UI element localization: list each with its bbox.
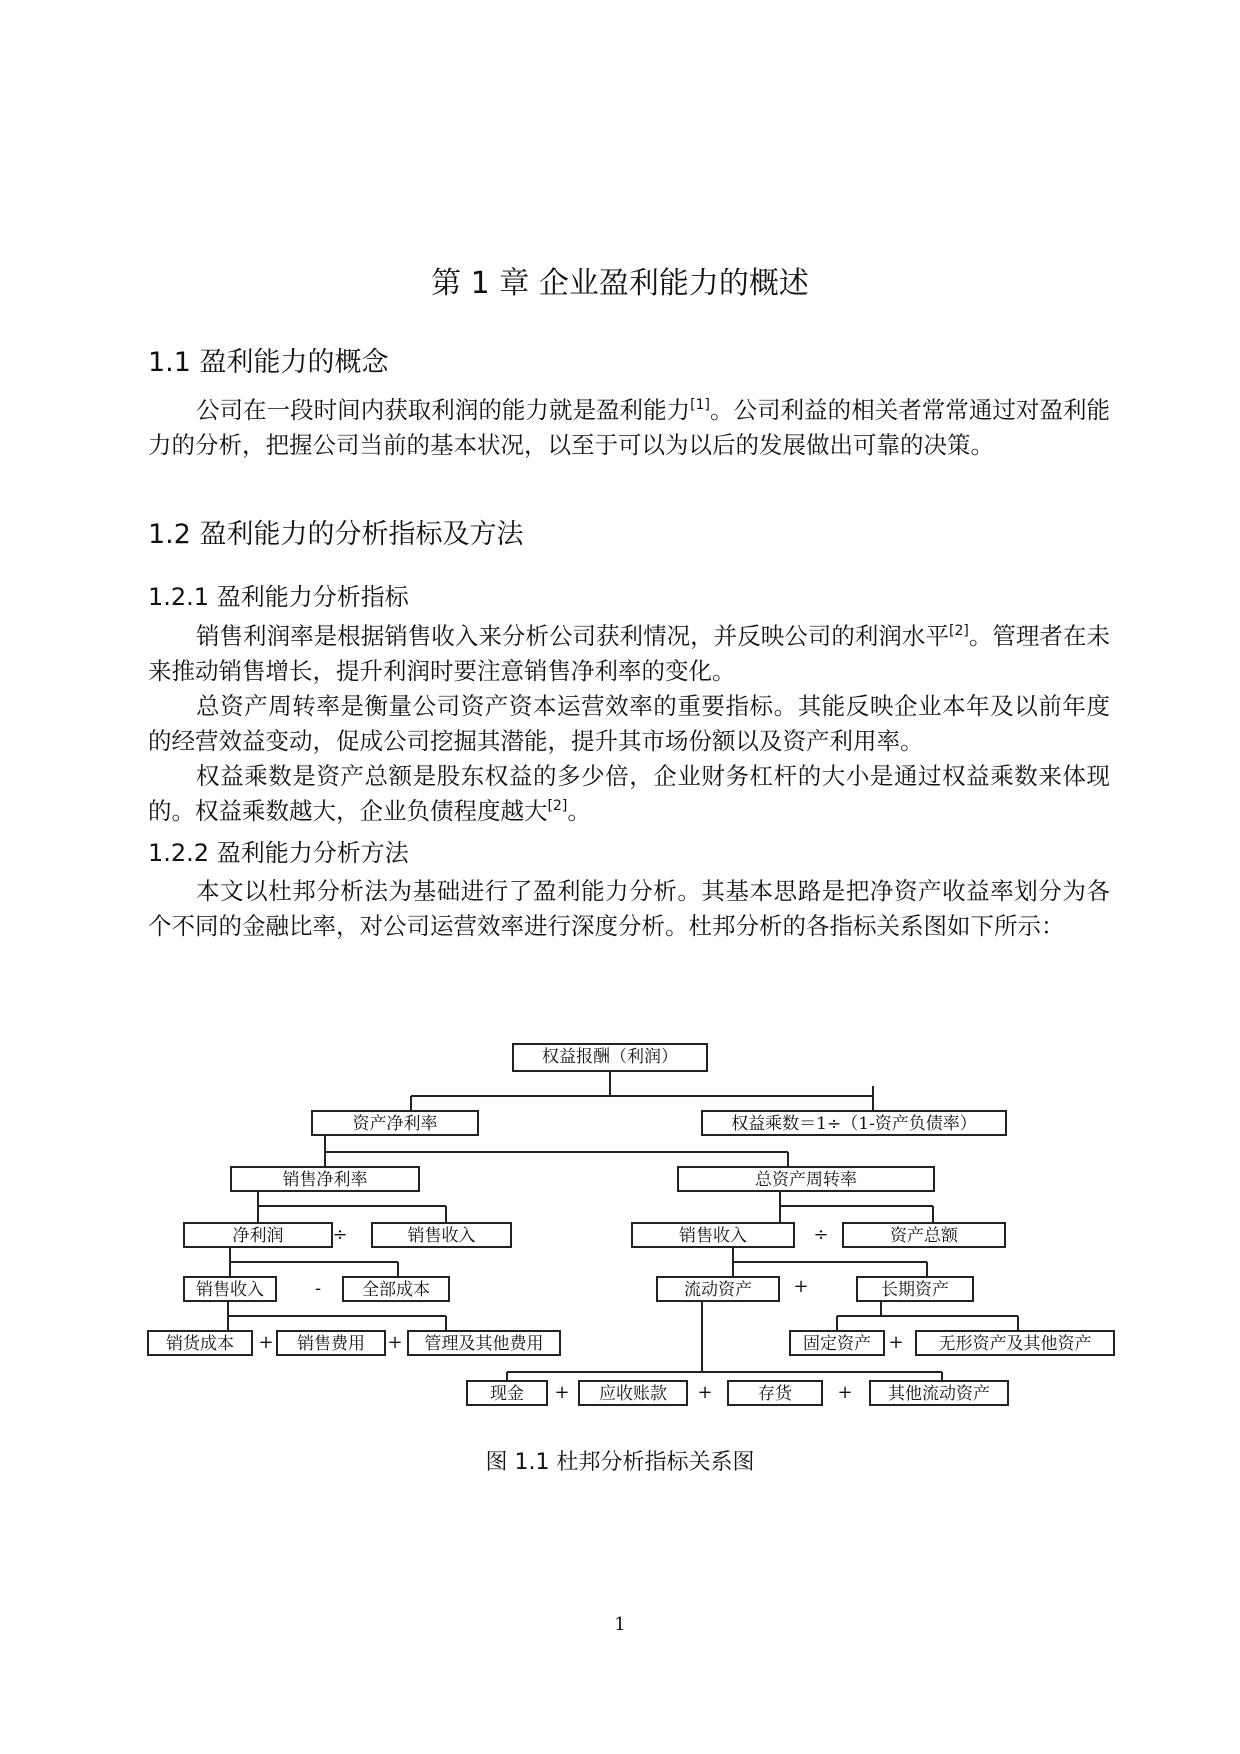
operator-plus: +: [888, 1332, 904, 1353]
paragraph-text: 。管理者在未来推动销售增长，提升利润时要注意销售净利率的变化。: [148, 622, 1111, 685]
page-number: 1: [614, 1614, 626, 1635]
paragraph-dupont-method: 本文以杜邦分析法为基础进行了盈利能力分析。其基本思路是把净资产收益率划分为各个不同的金融比率，对公司运营效率进行深度分析。杜邦分析的各指标关系图如下所示：: [148, 877, 1110, 940]
section-heading-1-2: 1.2 盈利能力的分析指标及方法: [148, 519, 524, 550]
operator-plus: +: [258, 1332, 274, 1353]
paragraph-equity-multiplier: [148, 759, 1110, 829]
box-cash: 现金: [466, 1380, 548, 1406]
box-return-on-equity: 权益报酬（利润）: [512, 1043, 708, 1072]
box-fixed-assets: 固定资产: [789, 1330, 885, 1356]
box-cost-of-goods-sold: 销货成本: [147, 1330, 253, 1356]
operator-divide: ÷: [332, 1224, 348, 1245]
box-sales-revenue: 销售收入: [371, 1222, 512, 1248]
citation-ref[interactable]: [2]: [547, 798, 568, 815]
figure-caption: 图 1.1 杜邦分析指标关系图: [485, 1450, 755, 1475]
box-accounts-receivable: 应收账款: [578, 1380, 688, 1406]
citation-ref[interactable]: [2]: [948, 623, 969, 640]
paragraph-asset-turnover: 总资产周转率是衡量公司资产资本运营效率的重要指标。其能反映企业本年及以前年度的经营效益变动，促成公司挖掘其潜能，提升其市场份额以及资产利用率。: [148, 692, 1110, 755]
subsection-heading-1-2-2: 1.2.2 盈利能力分析方法: [148, 839, 409, 867]
operator-minus: -: [314, 1278, 322, 1299]
box-equity-multiplier: 权益乘数＝1÷（1-资产负债率）: [701, 1110, 1007, 1136]
paragraph-text: 。: [567, 797, 591, 825]
operator-divide: ÷: [813, 1224, 829, 1245]
box-total-asset-turnover: 总资产周转率: [677, 1166, 935, 1192]
paragraph-text: 销售利润率是根据销售收入来分析公司获利情况，并反映公司的利润水平: [196, 622, 949, 650]
box-total-assets: 资产总额: [842, 1222, 1006, 1248]
box-other-current-assets: 其他流动资产: [869, 1380, 1009, 1406]
box-net-profit-margin: 销售净利率: [230, 1166, 420, 1192]
box-net-profit: 净利润: [183, 1222, 333, 1248]
box-long-term-assets: 长期资产: [856, 1276, 974, 1302]
box-return-on-assets: 资产净利率: [311, 1110, 479, 1136]
box-intangible-other-assets: 无形资产及其他资产: [915, 1330, 1115, 1356]
box-selling-expense: 销售费用: [276, 1330, 386, 1356]
operator-plus: +: [837, 1382, 853, 1403]
paragraph-text: 公司在一段时间内获取利润的能力就是盈利能力: [196, 396, 691, 424]
box-sales-revenue: 销售收入: [631, 1222, 795, 1248]
box-inventory: 存货: [727, 1380, 823, 1406]
paragraph-text: 。公司利益的相关者常常通过对盈利能力的分析，把握公司当前的基本状况，以至于可以为以后的发展做出可靠的决策。: [148, 396, 1111, 459]
subsection-heading-1-2-1: 1.2.1 盈利能力分析指标: [148, 583, 409, 611]
operator-plus: +: [697, 1382, 713, 1403]
operator-plus: +: [387, 1332, 403, 1353]
paragraph-profitability-concept: [148, 393, 1110, 463]
paragraph-sales-margin: [148, 619, 1110, 689]
box-total-cost: 全部成本: [342, 1276, 450, 1302]
box-admin-other-expense: 管理及其他费用: [407, 1330, 561, 1356]
paragraph-text: 权益乘数是资产总额是股东权益的多少倍，企业财务杠杆的大小是通过权益乘数来体现的。权益乘数越大，企业负债程度越大: [148, 762, 1110, 825]
citation-ref[interactable]: [1]: [690, 397, 710, 414]
section-heading-1-1: 1.1 盈利能力的概念: [148, 347, 389, 378]
operator-plus: +: [793, 1276, 809, 1297]
operator-plus: +: [554, 1382, 570, 1403]
box-current-assets: 流动资产: [656, 1276, 780, 1302]
box-sales-revenue: 销售收入: [183, 1276, 277, 1302]
chapter-title: 第 1 章 企业盈利能力的概述: [431, 266, 809, 301]
